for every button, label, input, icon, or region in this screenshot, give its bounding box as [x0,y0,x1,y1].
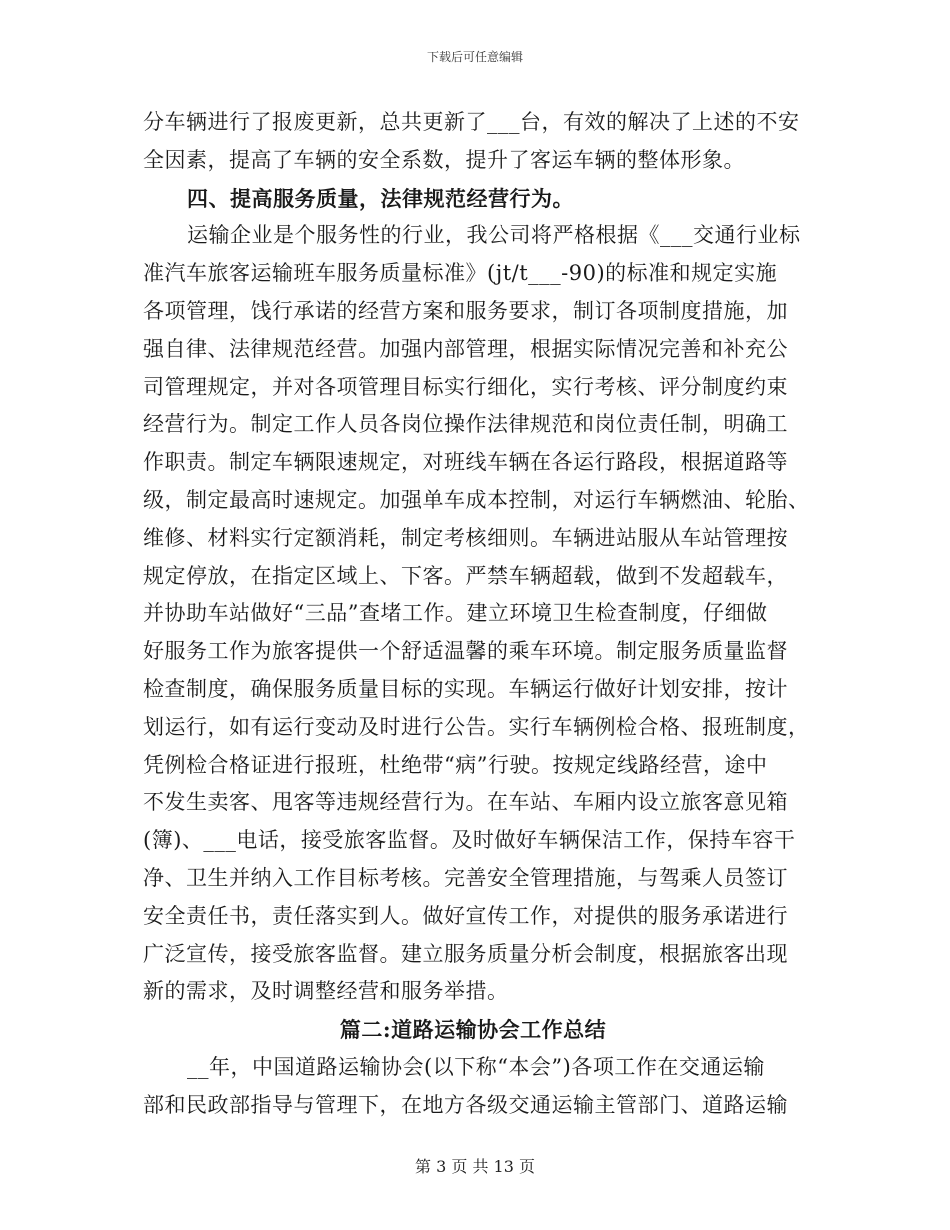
paragraph-line: 准汽车旅客运输班车服务质量标准》(jt/t___-90)的标准和规定实施 [143,261,778,286]
paragraph-line: 安全责任书，责任落实到人。做好宣传工作，对提供的服务承诺进行 [143,903,788,928]
paragraph-line: 好服务工作为旅客提供一个舒适温馨的乘车环境。制定服务质量监督 [143,639,788,664]
header-note: 下载后可任意编辑 [426,50,523,64]
paragraph-line: 全因素，提高了车辆的安全系数，提升了客运车辆的整体形象。 [143,147,745,172]
paragraph-line: 广泛宣传，接受旅客监督。建立服务质量分析会制度，根据旅客出现 [143,941,788,966]
paragraph-line: 司管理规定，并对各项管理目标实行细化，实行考核、评分制度约束 [143,374,788,399]
paragraph-line: 规定停放，在指定区域上、下客。严禁车辆超载，做到不发超载车， [143,563,788,588]
paragraph-line: 维修、材料实行定额消耗，制定考核细则。车辆进站服从车站管理按 [143,525,788,550]
paragraph-line: 划运行，如有运行变动及时进行公告。实行车辆例检合格、报班制度， [143,714,810,739]
paragraph-line: 凭例检合格证进行报班，杜绝带“病”行驶。按规定线路经营，途中 [143,752,768,777]
paragraph-line: 级，制定最高时速规定。加强单车成本控制，对运行车辆燃油、轮胎、 [143,487,810,512]
section-heading: 四、提高服务质量，法律规范经营行为。 [187,185,574,211]
paragraph-line: 部和民政部指导与管理下，在地方各级交通运输主管部门、道路运输 [143,1092,788,1117]
paragraph-line: (簿)、___电话，接受旅客监督。及时做好车辆保洁工作，保持车容干 [143,828,796,853]
paragraph-line: 净、卫生并纳入工作目标考核。完善安全管理措施，与驾乘人员签订 [143,865,788,890]
paragraph-line: 新的需求，及时调整经营和服务举措。 [143,979,509,1004]
paragraph-line: __年，中国道路运输协会(以下称“本会”)各项工作在交通运输 [187,1054,765,1079]
section-title: 篇二:道路运输协会工作总结 [339,1017,607,1043]
paragraph-line: 各项管理，饯行承诺的经营方案和服务要求，制订各项制度措施，加 [143,298,788,323]
page-number: 第 3 页 共 13 页 [415,1157,535,1176]
paragraph-line: 经营行为。制定工作人员各岗位操作法律规范和岗位责任制，明确工 [143,412,788,437]
paragraph-line: 分车辆进行了报废更新，总共更新了___台，有效的解决了上述的不安 [143,110,800,134]
paragraph-line: 并协助车站做好“三品”查堵工作。建立环境卫生检查制度，仔细做 [143,601,768,626]
paragraph-line: 检查制度，确保服务质量目标的实现。车辆运行做好计划安排，按计 [143,676,788,701]
paragraph-line: 强自律、法律规范经营。加强内部管理，根据实际情况完善和补充公 [143,336,788,361]
paragraph-line: 不发生卖客、甩客等违规经营行为。在车站、车厢内设立旅客意见箱 [143,790,788,815]
paragraph-line: 作职责。制定车辆限速规定，对班线车辆在各运行路段，根据道路等 [143,450,788,475]
paragraph-line: 运输企业是个服务性的行业，我公司将严格根据《___交通行业标 [187,223,801,248]
document-body [143,104,810,1125]
